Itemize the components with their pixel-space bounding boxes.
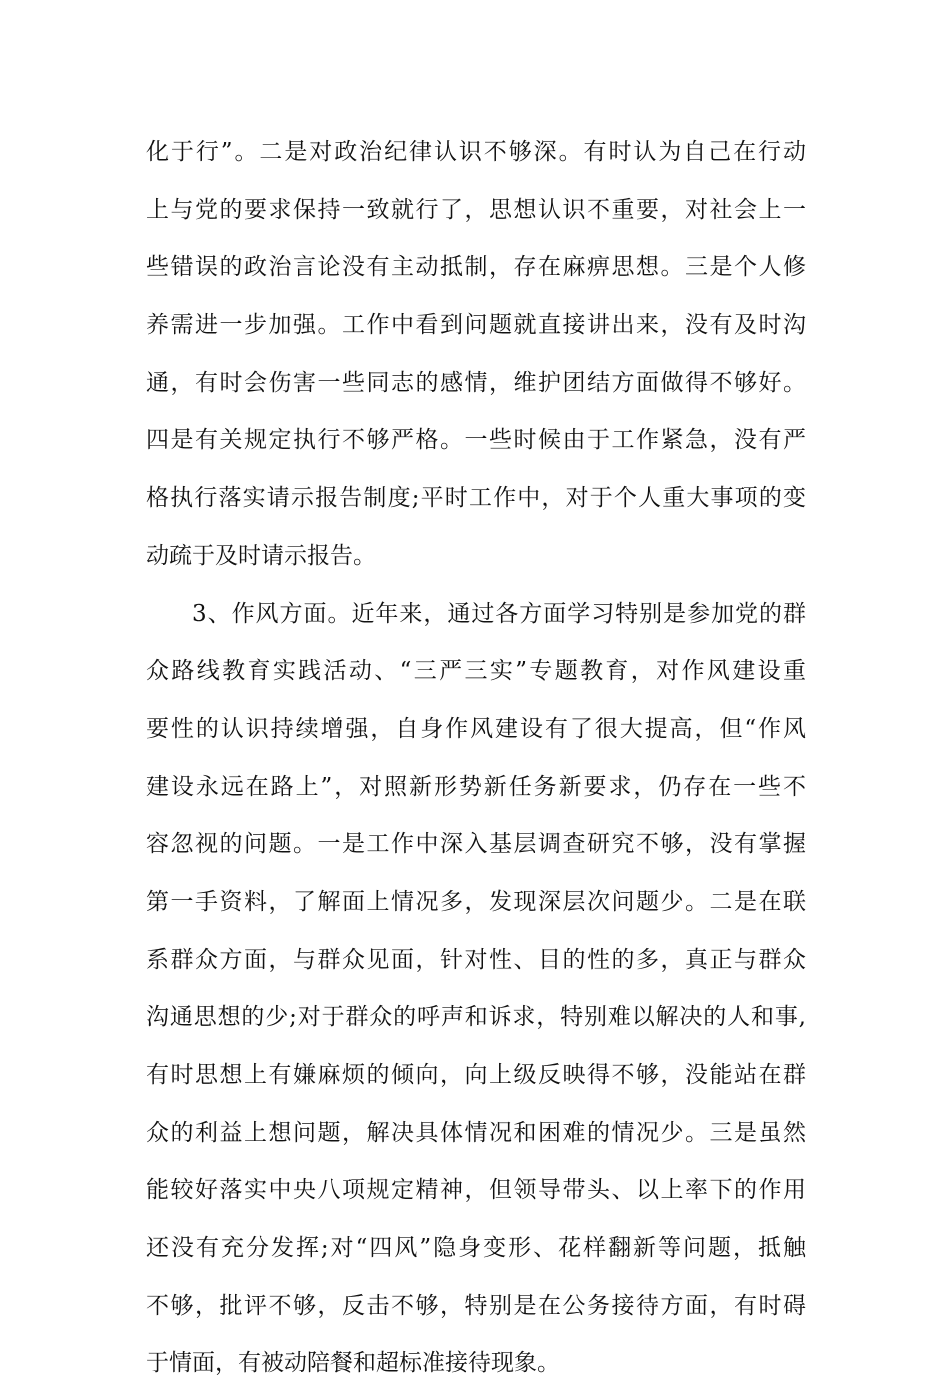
text-line: 养需进一步加强。工作中看到问题就直接讲出来，没有及时沟 — [146, 312, 806, 339]
text-line: 有时思想上有嫌麻烦的倾向，向上级反映得不够，没能站在群 — [146, 1062, 806, 1088]
text-line: 格执行落实请示报告制度;平时工作中，对于个人重大事项的变 — [146, 485, 806, 512]
text-line: 于情面，有被动陪餐和超标准接待现象。 — [146, 1350, 560, 1377]
text-line: 上与党的要求保持一致就行了，思想认识不重要，对社会上一 — [146, 196, 806, 223]
text-line: 建设永远在路上”，对照新形势新任务新要求，仍存在一些不 — [146, 773, 806, 800]
paragraph-heading-line: 3、作风方面。近年来，通过各方面学习特别是参加党的群 — [192, 600, 806, 627]
text-line: 不够，批评不够，反击不够，特别是在公务接待方面，有时碍 — [146, 1292, 806, 1319]
text-line: 第一手资料，了解面上情况多，发现深层次问题少。二是在联 — [146, 888, 806, 915]
text-line: 众的利益上想问题，解决具体情况和困难的情况少。三是虽然 — [146, 1119, 806, 1146]
text-line: 要性的认识持续增强，自身作风建设有了很大提高，但“作风 — [146, 715, 806, 742]
text-line: 众路线教育实践活动、“三严三实”专题教育，对作风建设重 — [146, 658, 806, 685]
text-line: 沟通思想的少;对于群众的呼声和诉求，特别难以解决的人和事, — [146, 1004, 806, 1031]
text-line: 系群众方面，与群众见面，针对性、目的性的多，真正与群众 — [146, 946, 806, 973]
text-line: 通，有时会伤害一些同志的感情，维护团结方面做得不够好。 — [146, 369, 806, 396]
text-line: 还没有充分发挥;对“四风”隐身变形、花样翻新等问题，抵触 — [146, 1235, 806, 1262]
text-line: 能较好落实中央八项规定精神，但领导带头、以上率下的作用 — [146, 1177, 806, 1204]
text-line: 容忽视的问题。一是工作中深入基层调查研究不够，没有掌握 — [146, 831, 806, 858]
body-text — [146, 124, 806, 1393]
text-line: 四是有关规定执行不够严格。一些时候由于工作紧急，没有严 — [146, 427, 806, 454]
text-line: 动疏于及时请示报告。 — [146, 542, 376, 569]
text-line: 些错误的政治言论没有主动抵制，存在麻痹思想。三是个人修 — [146, 254, 806, 281]
text-line: 化于行”。二是对政治纪律认识不够深。有时认为自己在行动 — [146, 139, 806, 165]
